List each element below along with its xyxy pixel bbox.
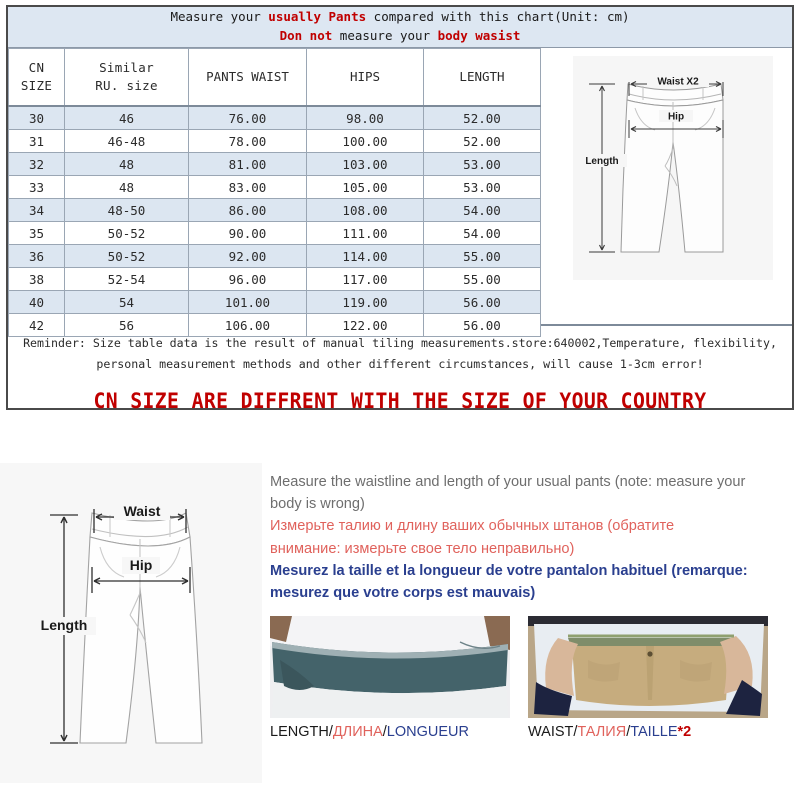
cell-length: 53.00 <box>424 176 541 199</box>
photo-row <box>270 616 794 740</box>
size-chart-panel <box>6 5 794 413</box>
measurement-guide-panel <box>0 463 800 783</box>
cell-ru-size: 54 <box>65 291 189 314</box>
table-row <box>9 268 541 291</box>
title-warning-donnot: Don not <box>279 28 333 43</box>
cell-hips: 114.00 <box>307 245 424 268</box>
cell-ru-size: 46 <box>65 106 189 130</box>
guide-text-and-photos <box>262 463 800 783</box>
cell-length: 55.00 <box>424 245 541 268</box>
caption-waist-multiplier: *2 <box>677 724 692 741</box>
caption-sep-2: / <box>382 724 387 741</box>
header-cn-line1: CN <box>28 59 45 75</box>
caption-length <box>270 724 510 740</box>
cell-ru-size: 52-54 <box>65 268 189 291</box>
pants-diagram-svg-bottom <box>6 471 258 771</box>
note-french-line-2: mesurez que votre corps est mauvais) <box>270 584 536 601</box>
photo-length-svg <box>270 616 510 718</box>
cell-pants-waist: 83.00 <box>189 176 307 199</box>
reminder-line-1: Reminder: Size table data is the result of manual tiling measurements.store:640002,Temperature, flexibility, <box>23 336 777 350</box>
table-row <box>9 106 541 130</box>
cell-ru-size: 50-52 <box>65 222 189 245</box>
note-french-line-1: Mesurez la taille et la longueur de votre pantalon habituel (remarque: <box>270 562 748 579</box>
size-table <box>8 48 541 337</box>
pants-diagram-cell <box>541 48 792 324</box>
chart-body <box>8 48 792 333</box>
hip-label-top: Hip <box>667 111 685 123</box>
caption-sep-1: / <box>328 724 333 741</box>
cell-cn-size: 40 <box>9 291 65 314</box>
table-row <box>9 130 541 153</box>
country-size-warning: CN SIZE ARE DIFFRENT WITH THE SIZE OF YOUR COUNTRY <box>93 388 707 413</box>
title-warning-mid: measure your <box>332 28 438 43</box>
table-row <box>9 291 541 314</box>
cell-length: 54.00 <box>424 199 541 222</box>
cell-pants-waist: 76.00 <box>189 106 307 130</box>
caption-sep-4: / <box>626 724 631 741</box>
cell-hips: 119.00 <box>307 291 424 314</box>
table-row <box>9 176 541 199</box>
cell-hips: 108.00 <box>307 199 424 222</box>
title-warning-bodywasist: body wasist <box>437 28 521 43</box>
cell-hips: 100.00 <box>307 130 424 153</box>
photo-waist-svg <box>528 616 768 718</box>
cell-length: 56.00 <box>424 291 541 314</box>
chart-title-bar <box>8 7 792 48</box>
column-header-hips: HIPS <box>307 49 424 107</box>
cell-pants-waist: 78.00 <box>189 130 307 153</box>
note-english-line-2: body is wrong) <box>270 496 365 513</box>
cell-ru-size: 48 <box>65 153 189 176</box>
reminder-section <box>8 324 792 413</box>
cell-cn-size: 38 <box>9 268 65 291</box>
caption-sep-3: / <box>573 724 578 741</box>
caption-length-fr: LONGUEUR <box>386 724 469 741</box>
length-label-top: Length <box>585 156 619 167</box>
cell-hips: 105.00 <box>307 176 424 199</box>
cell-cn-size: 35 <box>9 222 65 245</box>
header-row <box>9 49 541 107</box>
waist-label-bottom: Waist <box>123 503 161 519</box>
note-english-line-1: Measure the waistline and length of your usual pants (note: measure your <box>270 474 746 490</box>
cell-cn-size: 32 <box>9 153 65 176</box>
cell-ru-size: 48-50 <box>65 199 189 222</box>
cell-pants-waist: 81.00 <box>189 153 307 176</box>
caption-waist-ru: ТАЛИЯ <box>577 724 627 741</box>
header-ru-line1: Similar <box>99 59 154 75</box>
caption-length-en: LENGTH <box>270 724 329 741</box>
cell-hips: 111.00 <box>307 222 424 245</box>
table-row <box>9 153 541 176</box>
cell-cn-size: 33 <box>9 176 65 199</box>
header-ru-line2: RU. size <box>95 78 158 93</box>
note-russian-line-2: внимание: измерьте свое тело неправильно) <box>270 540 575 557</box>
cell-ru-size: 56 <box>65 314 189 337</box>
cell-length: 52.00 <box>424 106 541 130</box>
header-cn-line2: SIZE <box>20 78 53 93</box>
waist-x2-label-top: Waist X2 <box>657 76 699 88</box>
column-header-ru-size <box>65 49 189 107</box>
length-label-bottom: Length <box>40 617 88 633</box>
caption-waist <box>528 724 768 740</box>
title-text-pre: Measure your <box>170 9 269 25</box>
cell-pants-waist: 101.00 <box>189 291 307 314</box>
cell-length: 55.00 <box>424 268 541 291</box>
table-row <box>9 199 541 222</box>
pants-diagram-svg-top <box>573 56 773 280</box>
reminder-line-2: personal measurement methods and other different circumstances, will cause 1-3cm error! <box>96 357 704 372</box>
chart-title-line-2 <box>280 27 521 46</box>
cell-length: 56.00 <box>424 314 541 337</box>
chart-title-line-1 <box>170 8 629 27</box>
column-header-length: LENGTH <box>424 49 541 107</box>
note-russian-line-1: Измерьте талию и длину ваших обычных штанов (обратите <box>270 518 675 535</box>
pants-measurement-diagram-top <box>573 56 773 280</box>
cell-cn-size: 34 <box>9 199 65 222</box>
cell-hips: 117.00 <box>307 268 424 291</box>
size-table-body <box>9 106 541 337</box>
cell-cn-size: 36 <box>9 245 65 268</box>
cell-cn-size: 42 <box>9 314 65 337</box>
cell-pants-waist: 92.00 <box>189 245 307 268</box>
cell-cn-size: 30 <box>9 106 65 130</box>
title-text-post: compared with this chart(Unit: cm) <box>366 9 630 25</box>
table-row <box>9 245 541 268</box>
hip-label-bottom: Hip <box>129 557 153 573</box>
cell-ru-size: 50-52 <box>65 245 189 268</box>
size-table-head <box>9 49 541 107</box>
photo-column-waist <box>528 616 768 740</box>
cell-length: 54.00 <box>424 222 541 245</box>
cell-pants-waist: 86.00 <box>189 199 307 222</box>
cell-pants-waist: 96.00 <box>189 268 307 291</box>
caption-length-ru: ДЛИНА <box>332 724 383 741</box>
cell-length: 52.00 <box>424 130 541 153</box>
cell-cn-size: 31 <box>9 130 65 153</box>
cell-pants-waist: 106.00 <box>189 314 307 337</box>
table-row <box>9 222 541 245</box>
title-text-highlight: usually Pants <box>268 9 367 25</box>
cell-length: 53.00 <box>424 153 541 176</box>
caption-waist-fr: TAILLE <box>630 724 678 741</box>
column-header-cn-size <box>9 49 65 107</box>
photo-length-measurement <box>270 616 510 718</box>
column-header-pants-waist: PANTS WAIST <box>189 49 307 107</box>
photo-column-length <box>270 616 510 740</box>
pants-measurement-diagram-bottom <box>6 471 258 771</box>
cell-hips: 103.00 <box>307 153 424 176</box>
cell-ru-size: 48 <box>65 176 189 199</box>
pants-diagram-cell-bottom <box>0 463 262 783</box>
cell-pants-waist: 90.00 <box>189 222 307 245</box>
photo-waist-measurement <box>528 616 768 718</box>
cell-hips: 122.00 <box>307 314 424 337</box>
caption-waist-en: WAIST <box>528 724 574 741</box>
cell-ru-size: 46-48 <box>65 130 189 153</box>
cell-hips: 98.00 <box>307 106 424 130</box>
